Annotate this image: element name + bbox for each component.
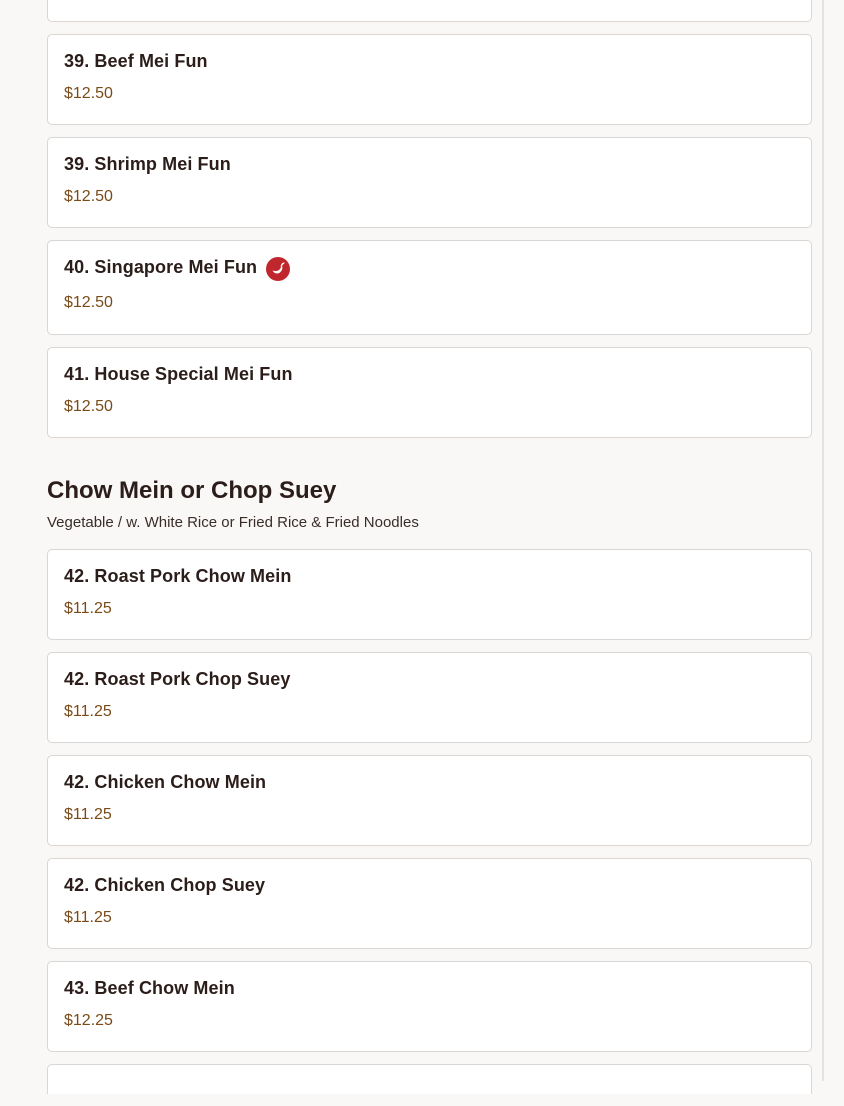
section-title: Chow Mein or Chop Suey	[47, 477, 337, 504]
menu-item-card[interactable]	[47, 652, 812, 743]
menu-item-price: $11.25	[64, 703, 112, 720]
menu-item-name: 42. Chicken Chop Suey	[64, 874, 266, 895]
menu-item-price: $12.50	[64, 398, 113, 415]
menu-item-name: 42. Roast Pork Chop Suey	[64, 668, 291, 689]
menu-item-card[interactable]	[47, 137, 812, 228]
menu-item-name: 42. Roast Pork Chow Mein	[64, 565, 292, 586]
section-description: Vegetable / w. White Rice or Fried Rice & Fried Noodles	[47, 514, 419, 531]
menu-item-card-partial[interactable]	[47, 1064, 812, 1094]
menu-item-card-partial[interactable]	[47, 0, 812, 22]
menu-list	[47, 0, 812, 1106]
menu-item-card[interactable]	[47, 549, 812, 640]
menu-item-price: $11.25	[64, 806, 112, 823]
menu-item-price: $12.50	[64, 85, 113, 102]
menu-item-card[interactable]	[47, 34, 812, 125]
menu-item-card[interactable]	[47, 858, 812, 949]
menu-item-card[interactable]	[47, 755, 812, 846]
menu-item-name: 41. House Special Mei Fun	[64, 363, 293, 384]
menu-item-price: $12.25	[64, 1012, 113, 1029]
menu-item-name: 43. Beef Chow Mein	[64, 977, 235, 998]
menu-item-name: 39. Shrimp Mei Fun	[64, 153, 231, 174]
spicy-pepper-icon	[266, 257, 290, 281]
menu-item-name: 39. Beef Mei Fun	[64, 50, 208, 71]
menu-item-card[interactable]	[47, 961, 812, 1052]
menu-item-price: $11.25	[64, 909, 112, 926]
menu-item-price: $12.50	[64, 188, 113, 205]
menu-item-name: 40. Singapore Mei Fun	[64, 256, 258, 277]
scroll-divider	[822, 0, 824, 1081]
menu-item-card[interactable]	[47, 347, 812, 438]
menu-item-name: 42. Chicken Chow Mein	[64, 771, 267, 792]
menu-item-card[interactable]	[47, 240, 812, 335]
section-header	[47, 476, 812, 531]
menu-item-price: $11.25	[64, 600, 112, 617]
menu-item-price: $12.50	[64, 294, 113, 311]
